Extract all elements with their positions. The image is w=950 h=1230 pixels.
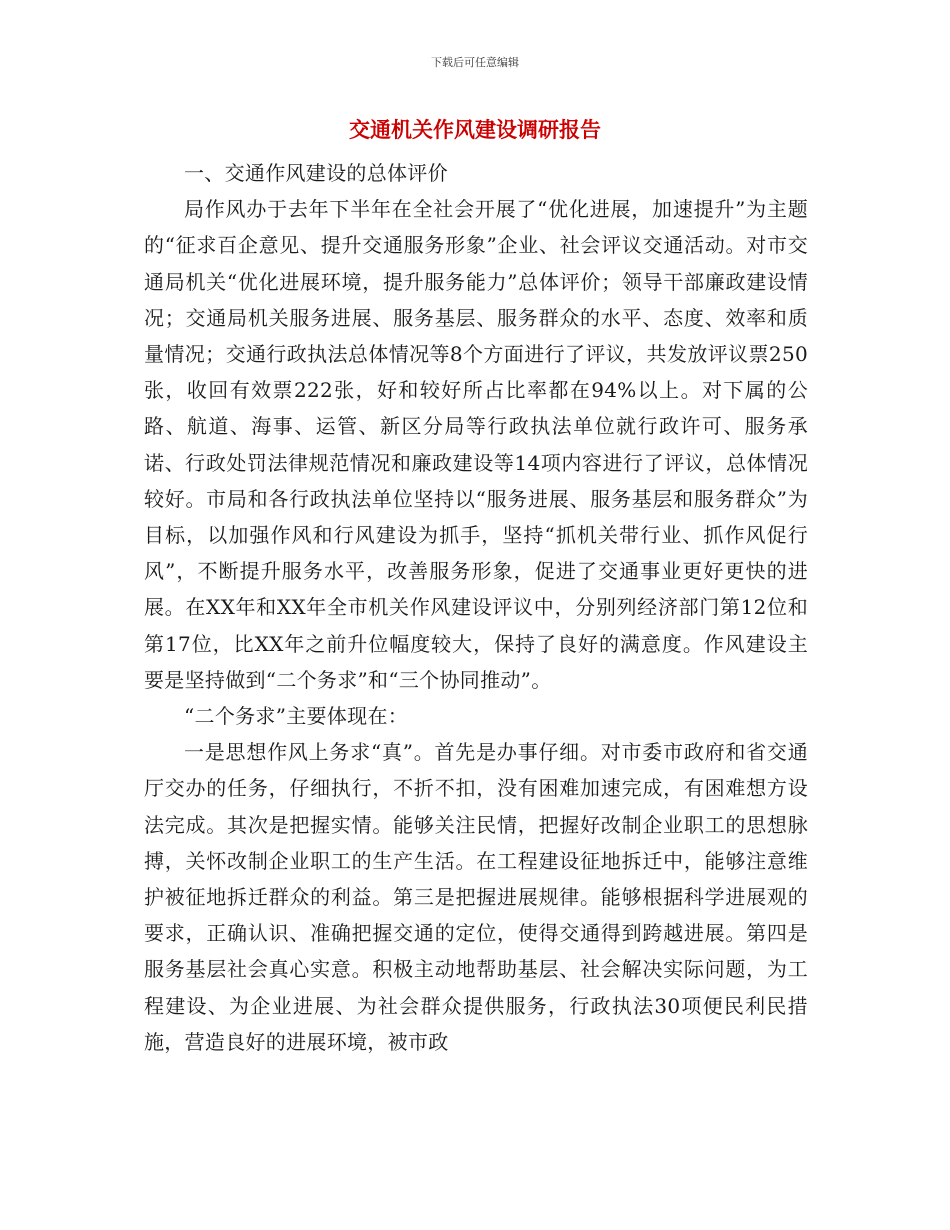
header-note: 下载后可任意编辑 [431,56,519,69]
document-title: 交通机关作风建设调研报告 [349,118,601,142]
paragraph: 一是思想作风上务求“真”。首先是办事仔细。对市委市政府和省交通厅交办的任务，仔细执行，不折不扣，没有困难加速完成，有困难想方设法完成。其次是把握实情。能够关注民情，把握好改制企业职工的思想脉搏，关怀改制企业职工的生产生活。在工程建设征地拆迁中，能够注意维护被征地拆迁群众的利益。第三是把握进展规律。能够根据科学进展观的要求，正确认识、准确把握交通的定位，使得交通得到跨越进展。第四是服务基层社会真心实意。积极主动地帮助基层、社会解决实际问题，为工程建设、为企业进展、为社会群众提供服务，行政执法30项便民利民措施，营造良好的进展环境，被市政 [144,740,808,1054]
document-body [144,155,808,1060]
paragraph: 局作风办于去年下半年在全社会开展了“优化进展，加速提升”为主题的“征求百企意见、提升交通服务形象”企业、社会评议交通活动。对市交通局机关“优化进展环境，提升服务能力”总体评价；领导干部廉政建设情况；交通局机关服务进展、服务基层、服务群众的水平、态度、效率和质量情况；交通行政执法总体情况等8个方面进行了评议，共发放评议票250张，收回有效票222张，好和较好所占比率都在94%以上。对下属的公路、航道、海事、运管、新区分局等行政执法单位就行政许可、服务承诺、行政处罚法律规范情况和廉政建设等14项内容进行了评议，总体情况较好。市局和各行政执法单位坚持以“服务进展、服务基层和服务群众”为目标，以加强作风和行风建设为抓手，坚持“抓机关带行业、抓作风促行风”，不断提升服务水平，改善服务形象，促进了交通事业更好更快的进展。在XX年和XX年全市机关作风建设评议中，分别列经济部门第12位和第17位，比XX年之前升位幅度较大，保持了良好的满意度。作风建设主要是坚持做到“二个务求”和“三个协同推动”。 [144,197,808,692]
section-heading: 一、交通作风建设的总体评价 [184,161,448,185]
paragraph: “二个务求”主要体现在： [184,704,409,729]
